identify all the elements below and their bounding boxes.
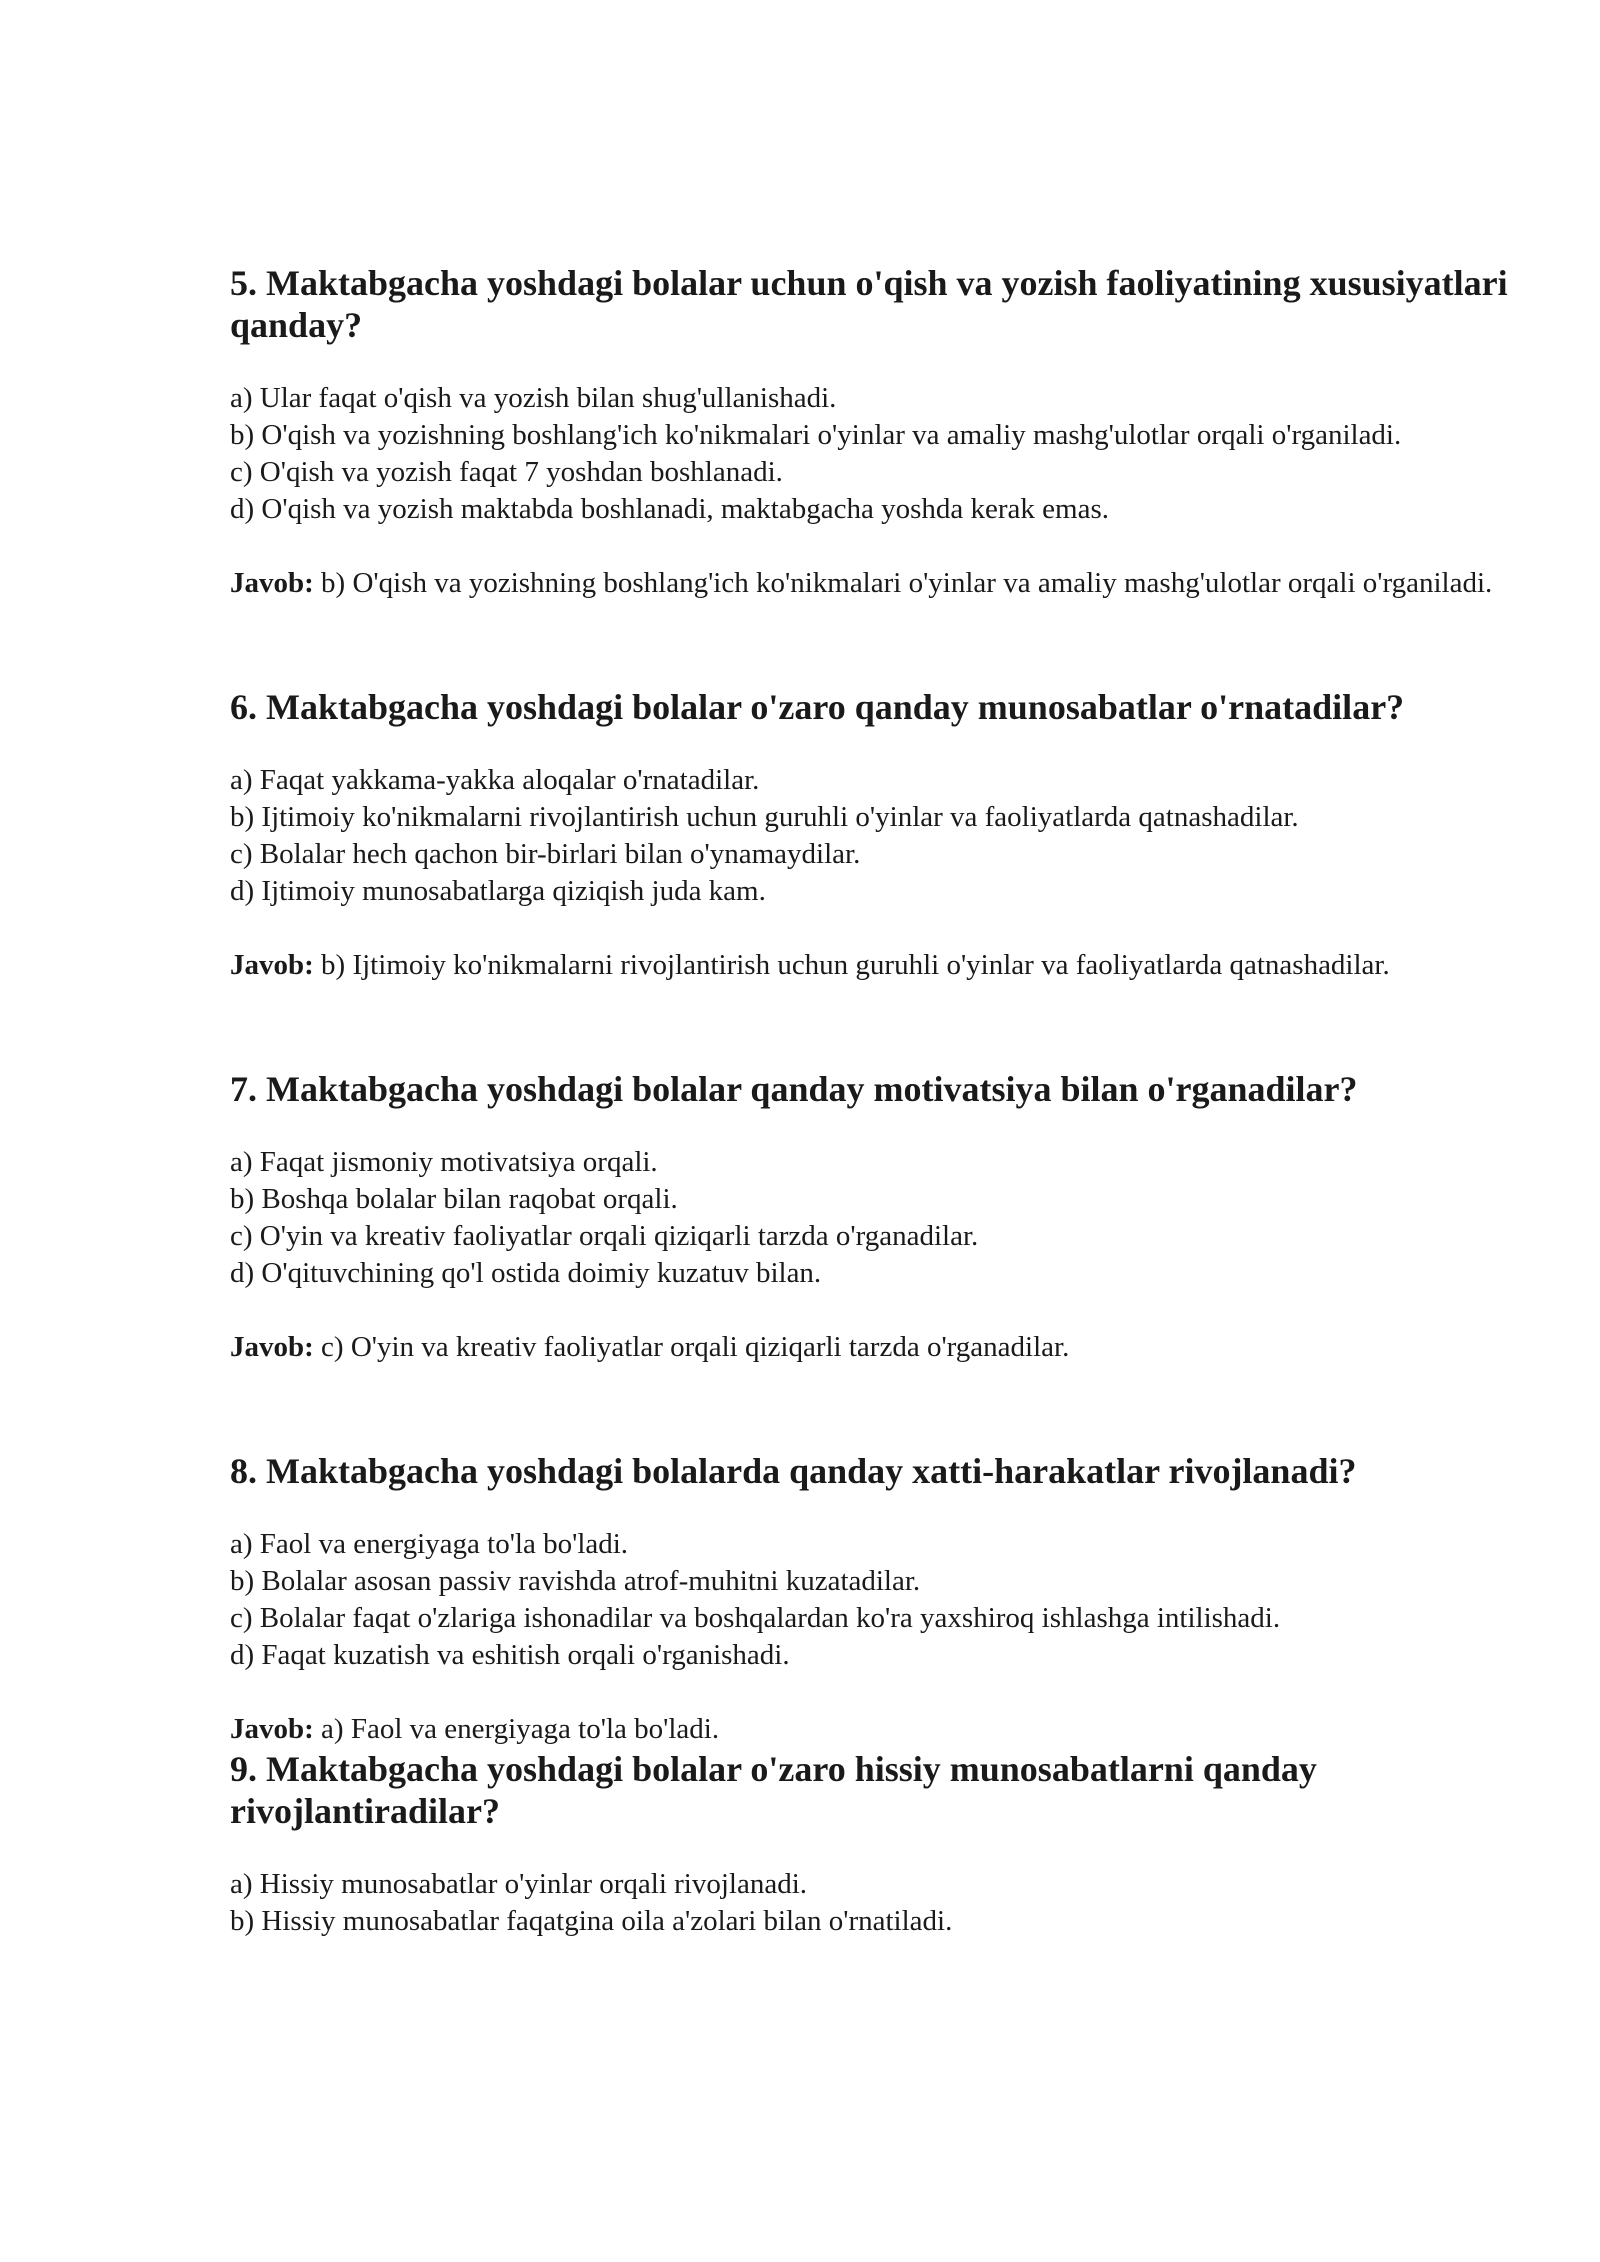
- option-a: a) Faqat jismoniy motivatsiya orqali.: [230, 1146, 658, 1178]
- answer-label: Javob:: [230, 1331, 314, 1363]
- question-title: 5. Maktabgacha yoshdagi bolalar uchun o'qish va yozish faoliyatining xususiyatlari qanday?: [230, 263, 1508, 345]
- option-a: a) Hissiy munosabatlar o'yinlar orqali rivojlanadi.: [230, 1868, 808, 1900]
- option-b: b) Boshqa bolalar bilan raqobat orqali.: [230, 1183, 678, 1215]
- question-8: [230, 1450, 1510, 1748]
- option-d: d) Ijtimoiy munosabatlarga qiziqish juda kam.: [230, 875, 766, 907]
- spacer: [230, 984, 1510, 1068]
- option-b: b) Hissiy munosabatlar faqatgina oila a'zolari bilan o'rnatiladi.: [230, 1905, 953, 1937]
- answer: [230, 565, 1510, 602]
- option-a: a) Ular faqat o'qish va yozish bilan shug'ullanishadi.: [230, 382, 837, 414]
- option-d: d) Faqat kuzatish va eshitish orqali o'rganishadi.: [230, 1639, 790, 1671]
- option-c: c) O'qish va yozish faqat 7 yoshdan boshlanadi.: [230, 456, 783, 488]
- option-b: b) Bolalar asosan passiv ravishda atrof-muhitni kuzatadilar.: [230, 1565, 921, 1597]
- document-page: [230, 262, 1510, 1940]
- option-d: d) O'qituvchining qo'l ostida doimiy kuzatuv bilan.: [230, 1257, 822, 1289]
- spacer: [230, 1366, 1510, 1450]
- option-b: b) O'qish va yozishning boshlang'ich ko'nikmalari o'yinlar va amaliy mashg'ulotlar orqali o'rganiladi.: [230, 419, 1402, 451]
- question-5: [230, 262, 1510, 602]
- answer: [230, 947, 1510, 984]
- options-list: [230, 762, 1510, 910]
- question-title: 9. Maktabgacha yoshdagi bolalar o'zaro hissiy munosabatlarni qanday rivojlantiradilar?: [230, 1749, 1317, 1831]
- option-b: b) Ijtimoiy ko'nikmalarni rivojlantirish uchun guruhli o'yinlar va faoliyatlarda qatnashadilar.: [230, 801, 1299, 833]
- question-7: [230, 1068, 1510, 1366]
- options-list: [230, 1144, 1510, 1292]
- spacer: [230, 602, 1510, 686]
- options-list: [230, 1526, 1510, 1674]
- question-9: [230, 1748, 1510, 1940]
- option-c: c) O'yin va kreativ faoliyatlar orqali qiziqarli tarzda o'rganadilar.: [230, 1220, 979, 1252]
- answer-text: c) O'yin va kreativ faoliyatlar orqali qiziqarli tarzda o'rganadilar.: [313, 1331, 1070, 1363]
- option-a: a) Faol va energiyaga to'la bo'ladi.: [230, 1528, 629, 1560]
- question-title: 8. Maktabgacha yoshdagi bolalarda qanday xatti-harakatlar rivojlanadi?: [230, 1451, 1357, 1491]
- answer-text: b) O'qish va yozishning boshlang'ich ko'nikmalari o'yinlar va amaliy mashg'ulotlar orqali o'rganiladi.: [313, 567, 1493, 599]
- option-a: a) Faqat yakkama-yakka aloqalar o'rnatadilar.: [230, 764, 760, 796]
- answer-label: Javob:: [230, 567, 314, 599]
- option-c: c) Bolalar faqat o'zlariga ishonadilar va boshqalardan ko'ra yaxshiroq ishlashga intilishadi.: [230, 1602, 1281, 1634]
- option-d: d) O'qish va yozish maktabda boshlanadi, maktabgacha yoshda kerak emas.: [230, 493, 1109, 525]
- answer: [230, 1711, 1510, 1748]
- answer-label: Javob:: [230, 949, 314, 981]
- options-list: [230, 380, 1510, 528]
- question-6: [230, 686, 1510, 984]
- options-list: [230, 1866, 1510, 1940]
- option-c: c) Bolalar hech qachon bir-birlari bilan o'ynamaydilar.: [230, 838, 861, 870]
- answer-text: b) Ijtimoiy ko'nikmalarni rivojlantirish uchun guruhli o'yinlar va faoliyatlarda qatnashadilar.: [313, 949, 1390, 981]
- question-title: 7. Maktabgacha yoshdagi bolalar qanday motivatsiya bilan o'rganadilar?: [230, 1069, 1358, 1109]
- answer-text: a) Faol va energiyaga to'la bo'ladi.: [313, 1713, 720, 1745]
- answer-label: Javob:: [230, 1713, 314, 1745]
- question-title: 6. Maktabgacha yoshdagi bolalar o'zaro qanday munosabatlar o'rnatadilar?: [230, 687, 1405, 727]
- answer: [230, 1329, 1510, 1366]
